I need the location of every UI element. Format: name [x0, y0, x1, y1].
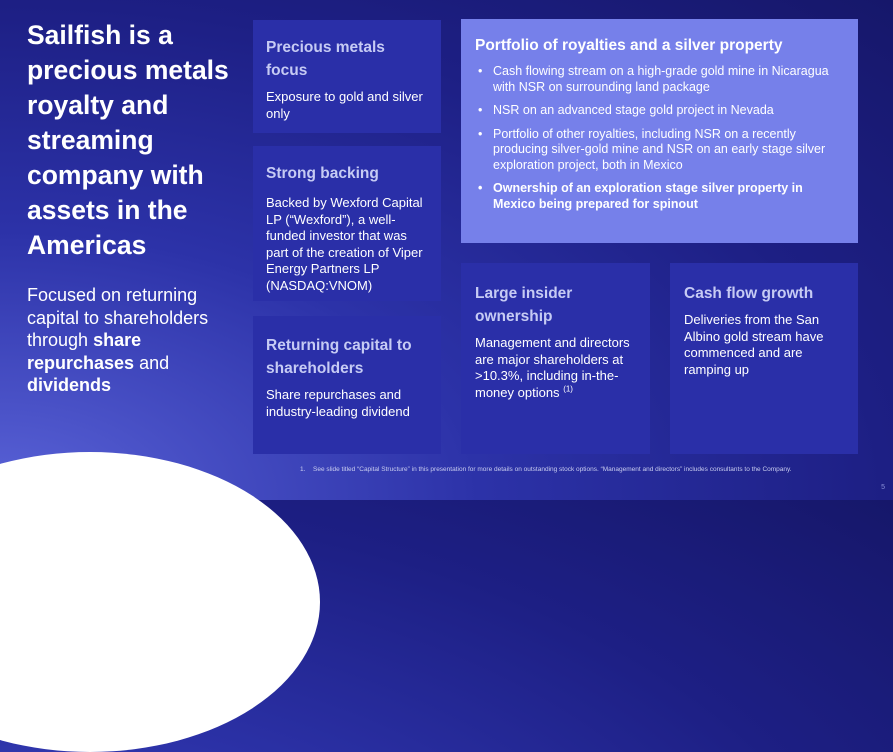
- card-body: Exposure to gold and silver only: [266, 89, 423, 121]
- footnote-number: 1.: [300, 466, 306, 473]
- card-large-insider-ownership: [461, 263, 650, 454]
- card-cash-flow-growth: [670, 263, 858, 454]
- card-title: Cash flow growth: [684, 285, 814, 302]
- footnote: [300, 466, 870, 474]
- subhead-text-2: and: [134, 352, 170, 373]
- portfolio-bullet-highlight: • Ownership of an exploration stage silver property in Mexico being prepared for spinout: [493, 181, 844, 212]
- card-body: Share repurchases and industry-leading dividend: [266, 387, 410, 419]
- portfolio-bullet: • NSR on an advanced stage gold project in Nevada: [493, 103, 844, 119]
- subheadline: [27, 284, 237, 397]
- decorative-white-arc: [0, 452, 320, 752]
- card-title: Strong backing: [266, 165, 379, 182]
- subhead-text-1: Focused on returning capital to shareholders through: [27, 285, 209, 350]
- card-strong-backing: [253, 146, 441, 301]
- card-title: Returning capital to shareholders: [266, 337, 412, 377]
- portfolio-bullet: • Portfolio of other royalties, including NSR on a recently producing silver-gold mine and NSR on an early stage silver exploration project, both in Mexico: [493, 127, 844, 174]
- card-portfolio-royalties: [461, 19, 858, 243]
- card-title: Large insider ownership: [475, 285, 573, 325]
- portfolio-bullet: • Cash flowing stream on a high-grade gold mine in Nicaragua with NSR on surrounding land package: [493, 64, 844, 95]
- card-precious-metals-focus: [253, 20, 441, 133]
- card-returning-capital: [253, 316, 441, 454]
- footnote-text: See slide titled “Capital Structure” in this presentation for more details on outstanding stock options. “Management and directors” includes consultants to the Company.: [313, 466, 792, 473]
- card-body: [475, 335, 636, 401]
- page-number: 5: [881, 484, 885, 491]
- card-title: Portfolio of royalties and a silver property: [475, 37, 783, 54]
- portfolio-bullet-list: [475, 64, 844, 212]
- footnote-reference: (1): [563, 384, 573, 394]
- headline: Sailfish is a precious metals royalty and streaming company with assets in the Americas: [27, 20, 229, 260]
- card-body-text: Management and directors are major shareholders at >10.3%, including in-the-money options: [475, 335, 630, 400]
- subhead-bold-share-repurchases: share repurchases: [27, 330, 142, 373]
- subhead-bold-dividends: dividends: [27, 375, 112, 395]
- card-body: Deliveries from the San Albino gold stream have commenced and are ramping up: [684, 312, 824, 377]
- card-title: Precious metals focus: [266, 39, 385, 79]
- card-body: Backed by Wexford Capital LP (“Wexford”), a well-funded investor that was part of the creation of Viper Energy Partners LP (NASDAQ:VNOM): [266, 195, 423, 293]
